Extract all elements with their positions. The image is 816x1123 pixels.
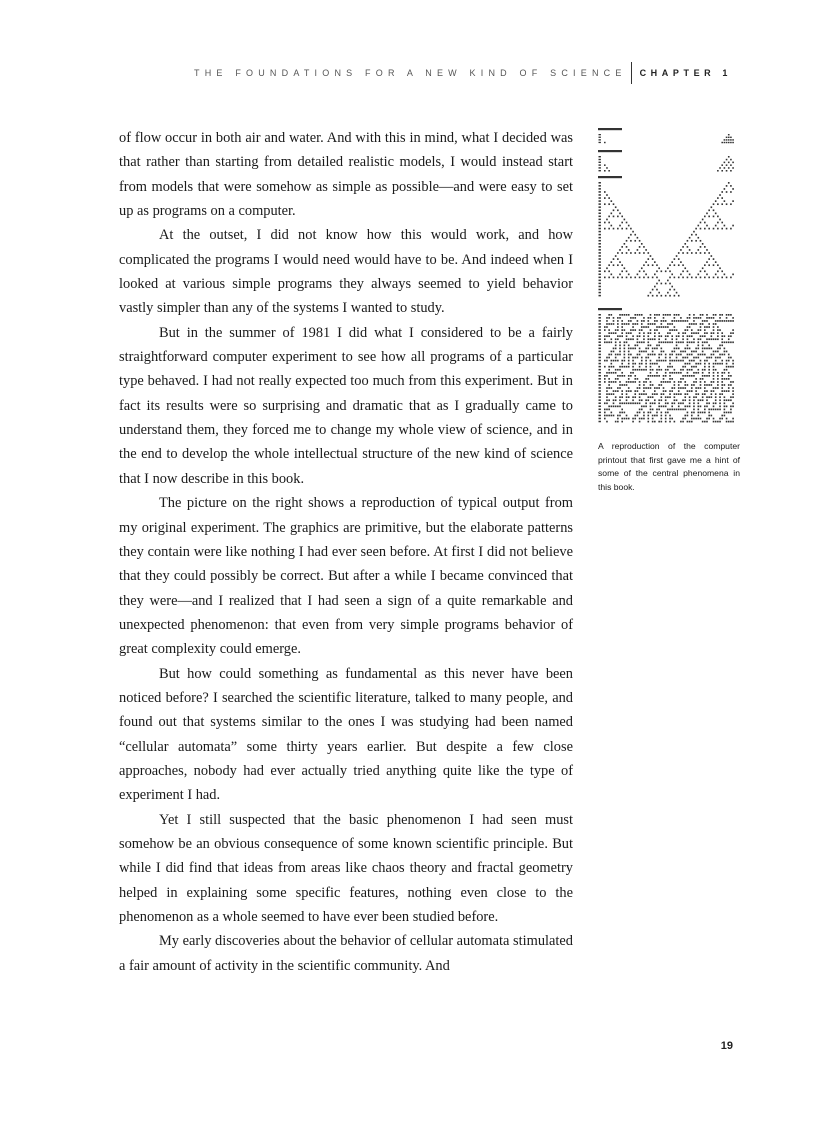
paragraph: The picture on the right shows a reproduction of typical output from my original experiment. The graphics are primitive, but the elaborate patterns they contain were like nothing I had ever seen before. At first I did not believe that they could possibly be correct. But after a while I became convinced that they were—and I realized that I had seen a sign of a quite remarkable and unexpected phenomenon: that even from very simple programs behavior of great complexity could emerge.	[119, 495, 573, 658]
paragraph: My early discoveries about the behavior of cellular automata stimulated a fair amount of activity in the scientific community. And	[119, 933, 573, 974]
book-title: THE FOUNDATIONS FOR A NEW KIND OF SCIENCE	[194, 68, 627, 78]
paragraph: At the outset, I did not know how this would work, and how complicated the programs I would need would have to be. And indeed when I looked at various simple programs they always seemed to yield behavior vastly simpler than any of the systems I wanted to study.	[119, 227, 573, 317]
cellular-automaton-printout-image	[598, 126, 740, 426]
header-divider	[631, 62, 632, 84]
paragraph: But how could something as fundamental as this never have been noticed before? I searched the scientific literature, talked to many people, and found out that systems similar to the ones I was studying had been named “cellular automata” some thirty years earlier. But despite a few close approaches, nobody had ever actually tried anything quite like the type of experiment I had.	[119, 665, 573, 804]
figure-caption: A reproduction of the computer printout that first gave me a hint of some of the central phenomena in this book.	[598, 441, 740, 492]
paragraph: But in the summer of 1981 I did what I considered to be a fairly straightforward computer experiment to see how all programs of a particular type behaved. I had not really expected too much from this experiment. But in fact its results were so surprising and dramatic that as I gradually came to understand them, they forced me to change my whole view of science, and in the end to develop the whole intellectual structure of the new kind of science that I now describe in this book.	[119, 324, 573, 487]
side-figure	[598, 126, 740, 494]
chapter-label: CHAPTER 1	[639, 68, 732, 78]
paragraph: of flow occur in both air and water. And with this in mind, what I decided was that rather than starting from detailed realistic models, I would instead start from models that were somehow as simple as possible—and were easy to set up as programs on a computer.	[119, 130, 573, 220]
page-number: 19	[720, 1040, 733, 1052]
paragraph: Yet I still suspected that the basic phenomenon I had seen must somehow be an obvious consequence of some known scientific principle. But while I did find that ideas from areas like chaos theory and fractal geometry helped in explaining some specific features, nothing even close to the phenomenon as a whole seemed to have ever been studied before.	[119, 811, 573, 925]
body-text	[119, 126, 573, 978]
running-head	[194, 62, 732, 84]
